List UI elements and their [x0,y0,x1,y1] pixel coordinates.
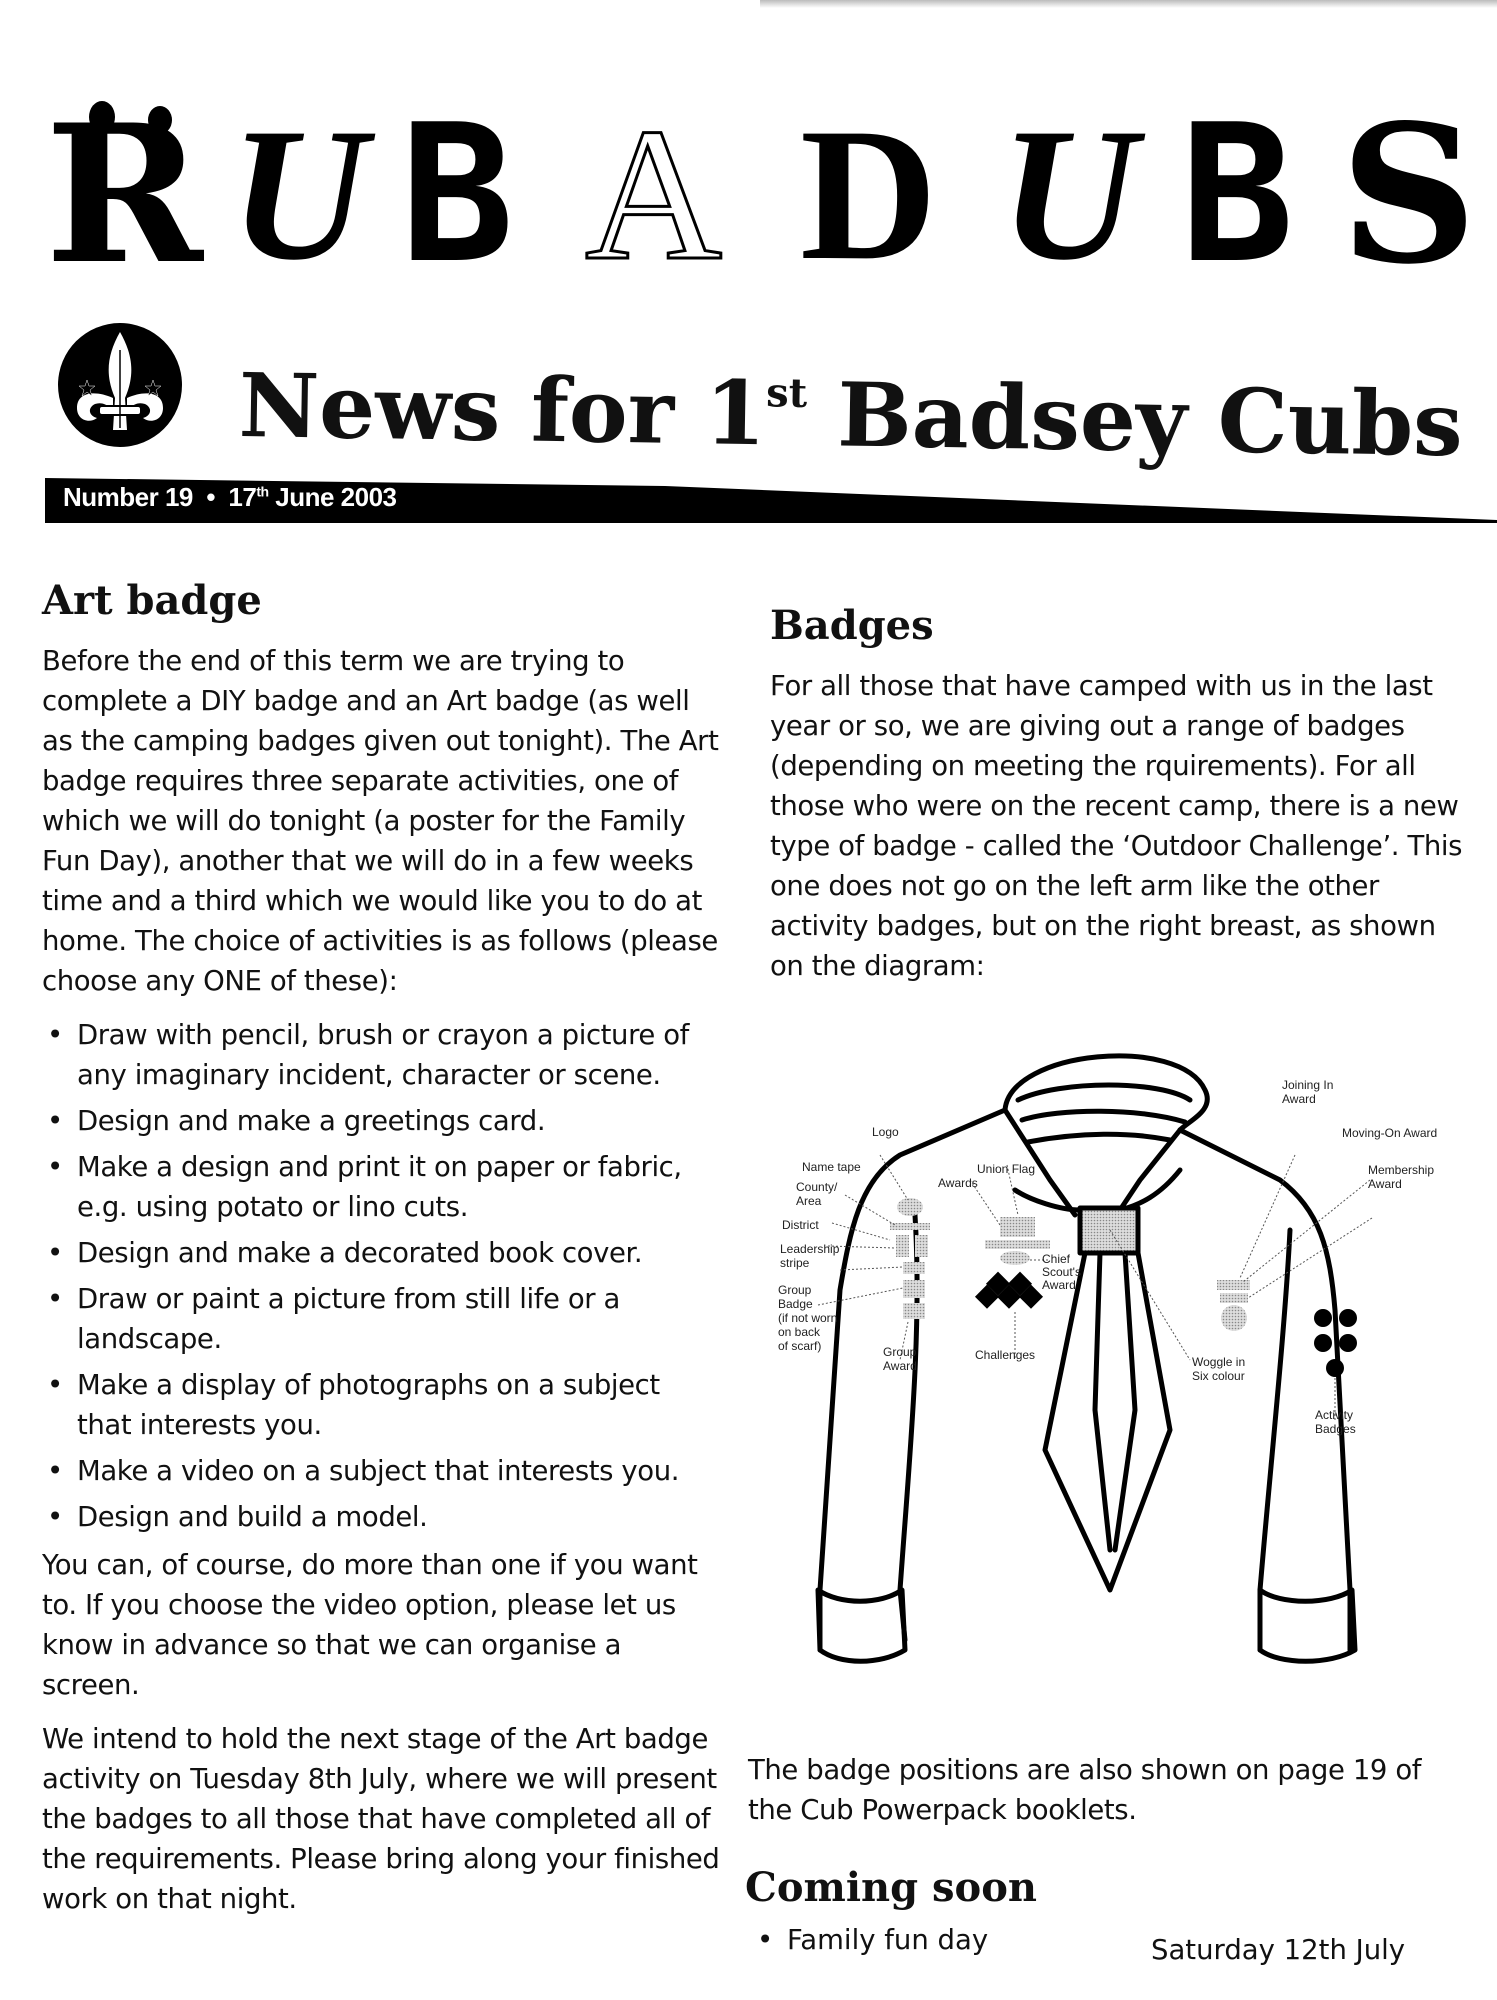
label-logo: Logo [872,1125,899,1139]
art-badge-note: You can, of course, do more than one if you want to. If you choose the video option, please let us know in advance so that we can organise a screen. [42,1549,698,1701]
activity-item [42,1365,722,1445]
activity-item [42,1279,722,1359]
label-activity-badges: Badges [1315,1422,1356,1436]
title-letter-u: U [230,90,368,300]
subtitle-prefix: News for 1 [238,352,767,466]
title-letter-b: B [400,84,515,305]
activity-text: Draw or paint a picture from still life or a landscape. [77,1283,620,1355]
badges-body: For all those that have camped with us in the last year or so, we are giving out a range of badges (depending on meeting the rquirements). For all those who were on the recent camp, there is a new type of badge - called the ‘Outdoor Challenge’. This one does not go on the left arm like the other activity badges, but on the right breast, as shown on the diagram: [770,670,1463,982]
label-membership-award: Award [1368,1177,1402,1191]
coming-soon-heading: Coming soon [745,1864,1037,1911]
activity-item [42,1233,722,1273]
label-moving-on-award: Moving-On Award [1342,1126,1438,1140]
coming-soon-section [745,1862,1465,1964]
art-badge-intro: Before the end of this term we are trying to complete a DIY badge and an Art badge (as well as the camping badges given out tonight). The Art badge requires three separate activities, one of which we will do tonight (a poster for the Family Fun Day), another that we will do in a few weeks time and a third which we would like you to do at home. The choice of activities is as follows (please choose any ONE of these): [42,645,719,997]
activity-item [42,1451,722,1491]
label-area: Area [796,1194,822,1208]
title-letter-a: A [585,90,723,300]
activity-text: Design and make a greetings card. [77,1105,546,1137]
challenge-badges [975,1272,1043,1309]
label-awards: Awards [938,1176,978,1190]
title-letter-s: S [1340,83,1478,306]
issue-banner [45,478,1497,523]
subtitle-ordinal: st [765,369,808,417]
art-badge-closing: We intend to hold the next stage of the Art badge activity on Tuesday 8th July, where we will present the badges to all those that have completed all of the requirements. Please bring along your finished work on that night. [42,1723,720,1915]
bullet-icon: • [47,1455,63,1487]
issue-info [63,482,397,513]
badges-section [770,600,1470,1000]
bullet-icon: • [47,1283,63,1315]
label-group-award: Award [883,1359,917,1373]
activity-item [42,1015,722,1095]
issue-date-rest: June 2003 [268,482,397,512]
bullet-icon: • [47,1151,63,1183]
label-district: District [782,1218,819,1232]
badges-heading: Badges [770,602,934,649]
activity-text: Draw with pencil, brush or crayon a picture of any imaginary incident, character or scene. [77,1019,689,1091]
title-letter-d: D [800,90,938,300]
art-badge-heading: Art badge [42,577,262,624]
label-stripe: stripe [780,1256,810,1270]
uniform-badge-diagram [760,1030,1460,1730]
label-chief-scouts-award: Award [1042,1278,1076,1292]
label-activity-badges: Activity [1315,1408,1354,1422]
label-woggle: Woggle in [1192,1355,1246,1369]
event-name: Family fun day [787,1924,989,1956]
activity-text: Make a video on a subject that interests you. [77,1455,680,1487]
right-chest-badges [1217,1280,1250,1331]
event-item [745,1920,1465,1964]
title-letter-u: U [1000,90,1138,300]
label-county: County/ [796,1180,838,1194]
label-name-tape: Name tape [802,1160,861,1174]
label-group-award: Group [883,1345,917,1359]
activity-item [42,1497,722,1537]
bullet-icon: • [47,1369,63,1401]
label-union-flag: Union Flag [977,1162,1036,1176]
issue-date-ordinal: th [256,483,269,500]
title-letter-r: R [45,83,203,306]
activity-text: Make a design and print it on paper or fabric, e.g. using potato or lino cuts. [77,1151,682,1223]
diagram-caption: The badge positions are also shown on page 19 of the Cub Powerpack booklets. [748,1753,1422,1826]
bullet-icon: • [47,1237,63,1269]
issue-date-day: 17 [228,482,257,512]
label-leadership: Leadership [780,1242,840,1256]
label-woggle: Six colour [1192,1369,1245,1383]
subtitle-suffix: Badsey Cubs [806,361,1464,477]
activity-item [42,1147,722,1227]
activity-text: Design and build a model. [77,1501,428,1533]
activity-text: Make a display of photographs on a subject that interests you. [77,1369,660,1441]
label-membership-award: Membership [1368,1163,1435,1177]
label-joining-in-award: Award [1282,1092,1316,1106]
label-chief-scouts-award: Chief [1042,1252,1071,1266]
activity-list [42,1015,722,1537]
left-sleeve-badges [890,1198,930,1319]
bullet-icon: • [47,1501,63,1533]
label-group-badge: Group [778,1283,812,1297]
event-date: Saturday 12th July [1151,1934,1406,1966]
masthead [0,0,1497,306]
art-badge-section [42,575,722,1933]
label-joining-in-award: Joining In [1282,1078,1334,1092]
label-challenges: Challenges [975,1348,1036,1362]
scout-fleur-de-lis-icon [55,320,185,450]
title-letter-b: B [1180,84,1295,305]
issue-number: Number 19 [63,482,193,512]
label-group-badge: on back [778,1325,821,1339]
bullet-icon: • [757,1924,774,1956]
label-group-badge: Badge [778,1297,813,1311]
label-group-badge: (if not worn [778,1311,838,1325]
activity-item [42,1101,722,1141]
banner-separator: • [206,482,215,512]
chest-badges [985,1217,1050,1265]
label-group-badge: of scarf) [778,1339,822,1353]
newsletter-subtitle [238,330,1464,479]
bullet-icon: • [47,1019,63,1051]
activity-text: Design and make a decorated book cover. [77,1237,643,1269]
bullet-icon: • [47,1105,63,1137]
label-chief-scouts-award: Scout's [1042,1265,1081,1279]
